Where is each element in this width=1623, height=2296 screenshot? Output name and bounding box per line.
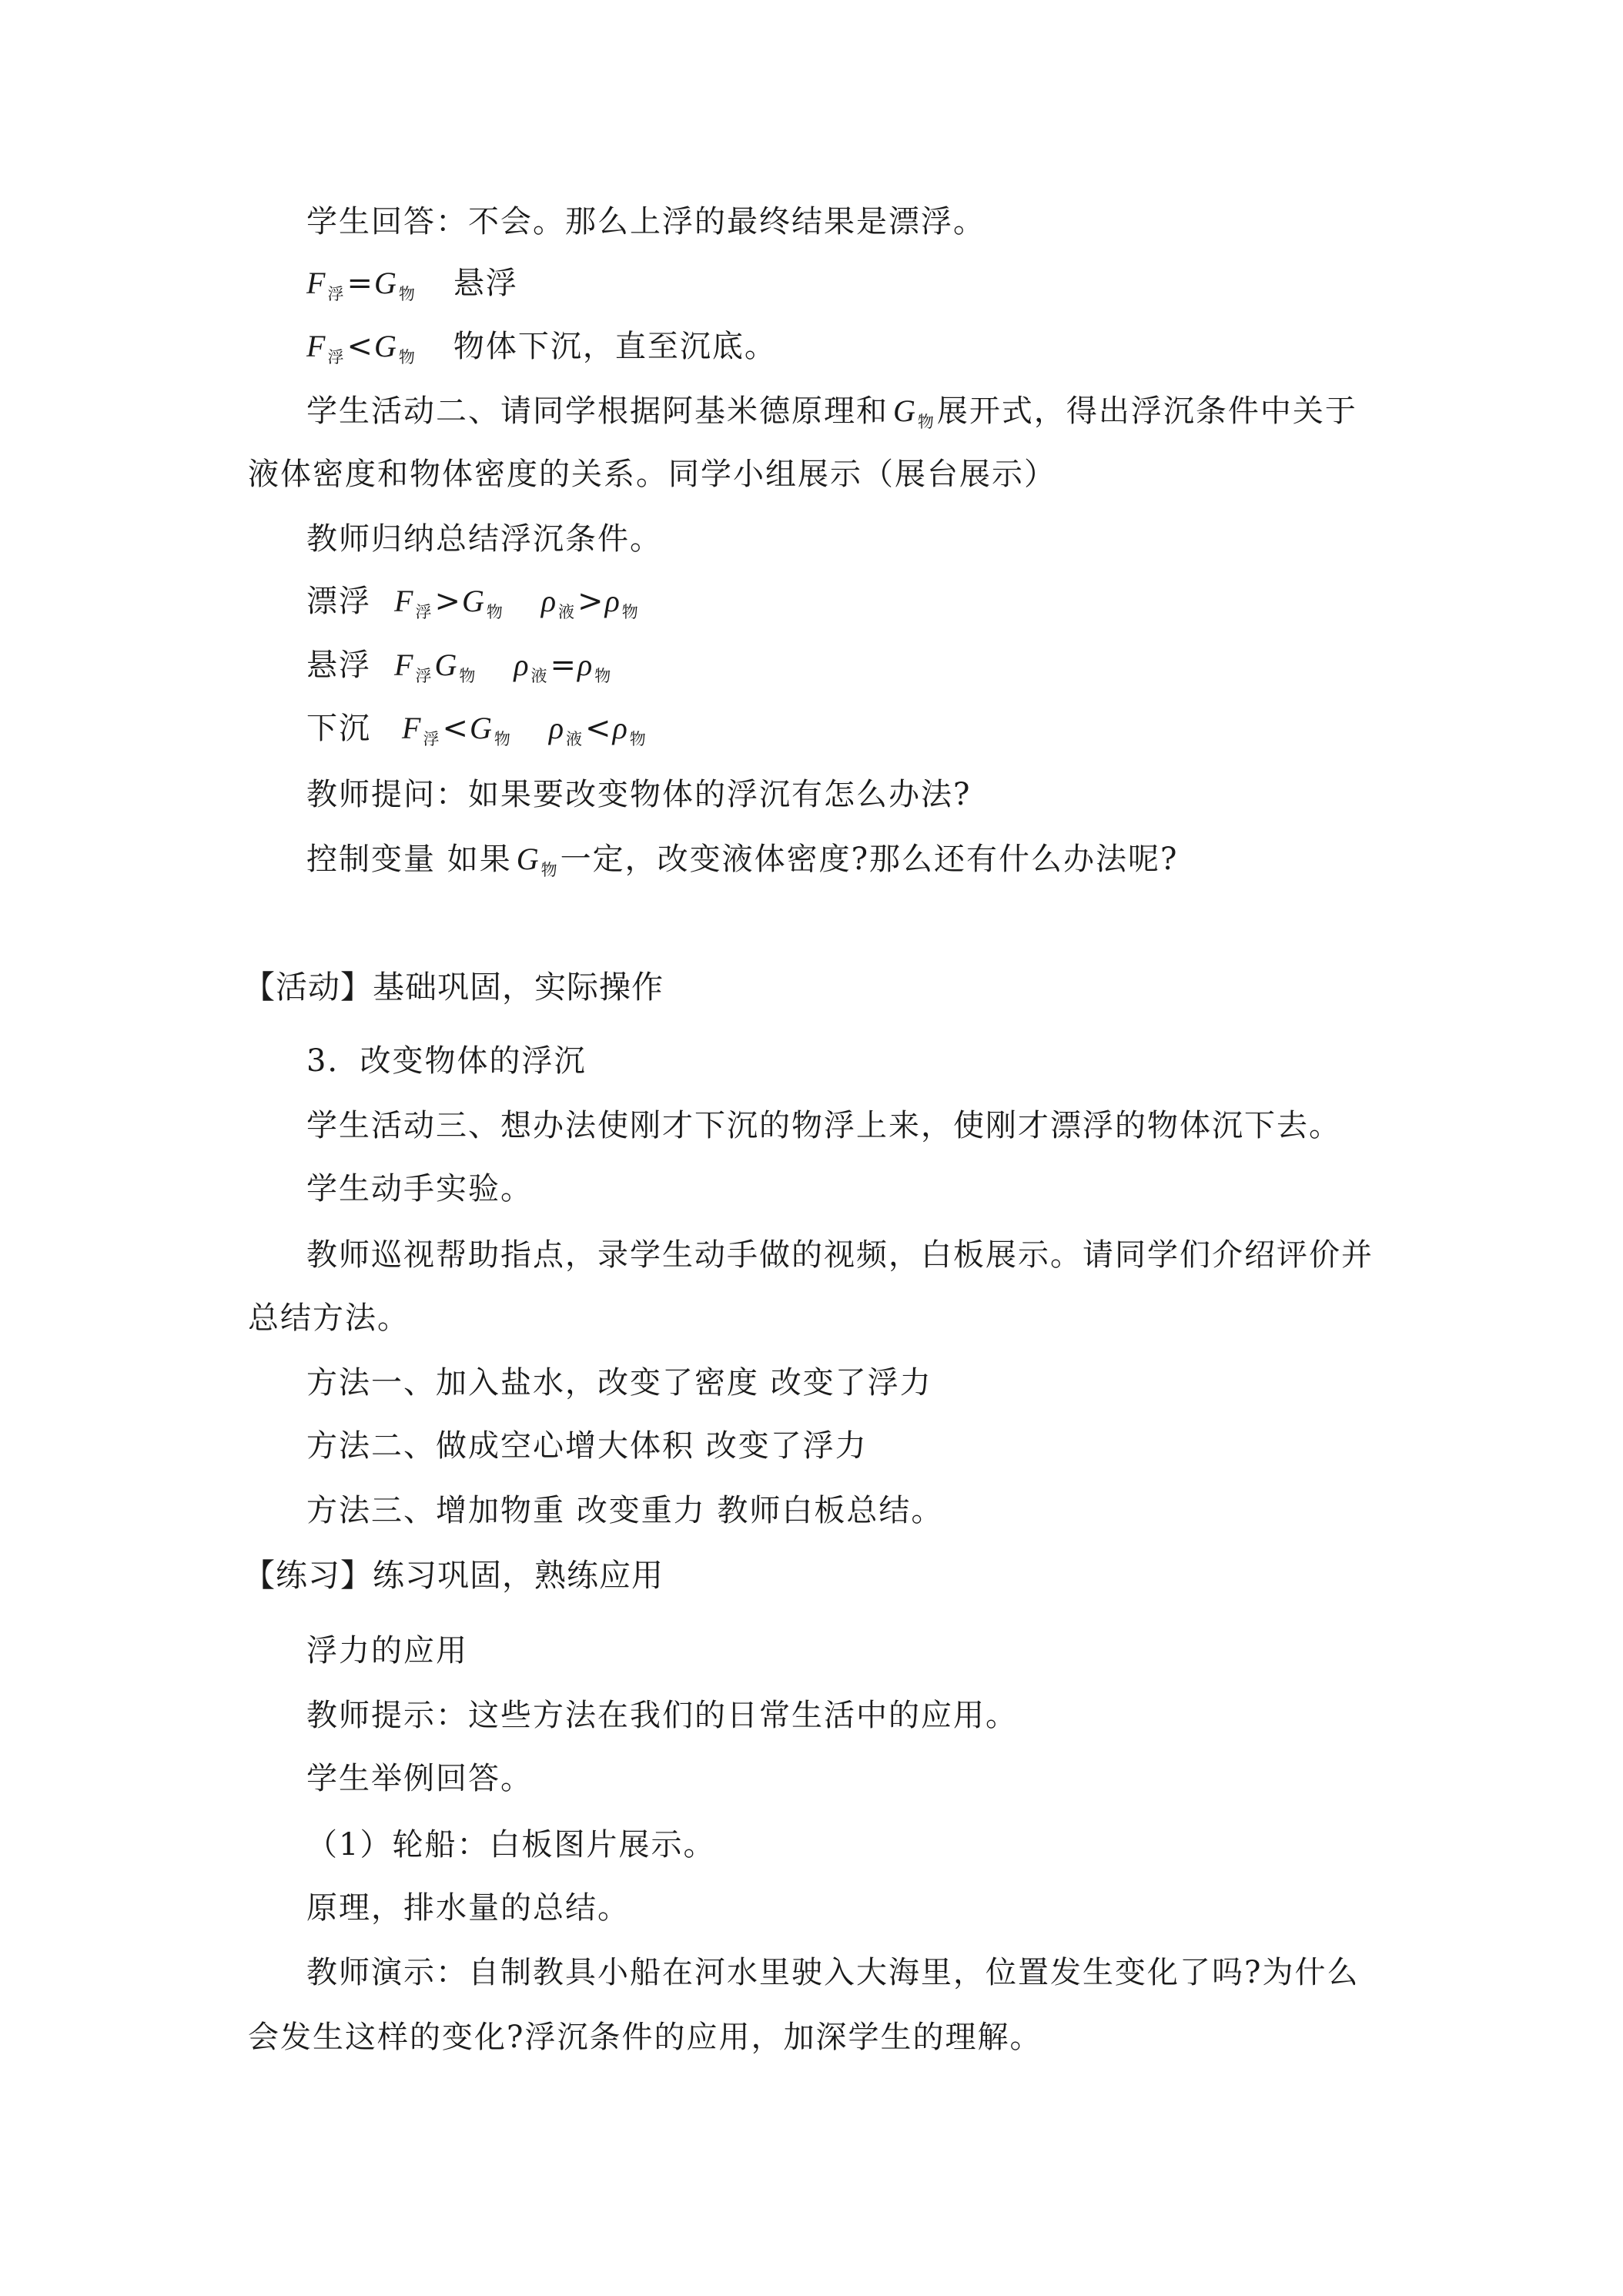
paragraph-teacher-demo-line2: 会发生这样的变化?浮沉条件的应用，加深学生的理解。 [248, 2020, 1042, 2055]
operator: > [577, 584, 605, 619]
section-heading-practice: 【练习】练习巩固，熟练应用 [243, 1557, 664, 1594]
symbol-rho: ρ [604, 584, 620, 618]
method-two: 方法二、做成空心增大体积 改变了浮力 [306, 1428, 868, 1464]
operator: = [346, 266, 374, 301]
subscript-fu: 浮 [415, 603, 432, 621]
symbol-g: G [434, 648, 457, 682]
subscript-wu: 物 [486, 603, 503, 621]
method-one: 方法一、加入盐水，改变了密度 改变了浮力 [306, 1365, 932, 1401]
operator: = [550, 648, 578, 683]
symbol-g: G [516, 842, 539, 876]
paragraph-activity-three: 学生活动三、想办法使刚才下沉的物浮上来，使刚才漂浮的物体沉下去。 [306, 1108, 1341, 1143]
paragraph-teacher-demo-line1: 教师演示：自制教具小船在河水里驶入大海里，位置发生变化了吗?为什么 [306, 1955, 1360, 1990]
paragraph-student-examples: 学生举例回答。 [306, 1761, 533, 1796]
subscript-fu: 浮 [415, 667, 432, 685]
text-segment: 学生活动二、请同学根据阿基米德原理和 [306, 393, 888, 429]
paragraph-control-variable [306, 839, 1179, 884]
subscript-wu: 物 [629, 730, 646, 748]
subscript-wu: 物 [540, 861, 557, 879]
subscript-fu: 浮 [423, 730, 440, 748]
subscript-fu: 浮 [327, 285, 344, 303]
symbol-g: G [893, 393, 915, 428]
condition-name: 悬浮 [306, 648, 371, 683]
section-heading-activity: 【活动】基础巩固，实际操作 [243, 969, 664, 1006]
paragraph-activity-two-line1 [306, 391, 1357, 436]
operator: < [585, 711, 613, 746]
paragraph-teacher-hint: 教师提示：这些方法在我们的日常生活中的应用。 [306, 1698, 1018, 1733]
text-segment: 一定，改变液体密度?那么还有什么办法呢? [560, 842, 1179, 877]
paragraph-buoyancy-application: 浮力的应用 [306, 1633, 468, 1668]
condition-suspend [306, 645, 614, 690]
symbol-f: F [394, 584, 413, 618]
symbol-rho: ρ [548, 711, 564, 745]
symbol-f: F [394, 648, 413, 682]
subscript-wu: 物 [398, 285, 415, 303]
symbol-f: F [306, 266, 326, 300]
paragraph-teacher-patrol-line1: 教师巡视帮助指点，录学生动手做的视频，白板展示。请同学们介绍评价并 [306, 1237, 1374, 1273]
symbol-rho: ρ [540, 584, 557, 618]
operator: > [434, 584, 462, 619]
operator: < [346, 329, 374, 364]
list-item-ship: （1）轮船：白板图片展示。 [306, 1827, 716, 1863]
operator: < [442, 711, 470, 746]
symbol-rho: ρ [514, 648, 529, 682]
subscript-ye: 液 [558, 603, 575, 621]
symbol-g: G [373, 266, 397, 300]
subscript-wu: 物 [594, 667, 611, 685]
condition-sink [306, 708, 649, 753]
equation-suspend [306, 263, 518, 308]
paragraph-teacher-summary: 教师归纳总结浮沉条件。 [306, 521, 662, 557]
subscript-wu: 物 [621, 603, 638, 621]
equation-description: 物体下沉，直至沉底。 [453, 329, 777, 364]
subscript-wu: 物 [917, 413, 934, 431]
symbol-f: F [402, 711, 421, 745]
text-segment: 控制变量 如果 [306, 842, 512, 877]
paragraph-student-answer: 学生回答：不会。那么上浮的最终结果是漂浮。 [306, 204, 986, 239]
equation-sink [306, 326, 777, 371]
condition-name: 下沉 [306, 711, 371, 746]
subscript-ye: 液 [566, 730, 583, 748]
symbol-f: F [306, 329, 326, 363]
condition-float [306, 581, 641, 626]
subscript-ye: 液 [530, 667, 547, 685]
paragraph-teacher-patrol-line2: 总结方法。 [248, 1300, 410, 1336]
method-three: 方法三、增加物重 改变重力 教师白板总结。 [306, 1493, 944, 1528]
paragraph-student-experiment: 学生动手实验。 [306, 1171, 533, 1207]
symbol-g: G [461, 584, 484, 618]
paragraph-activity-two-line2: 液体密度和物体密度的关系。同学小组展示（展台展示） [248, 457, 1056, 492]
subscript-fu: 浮 [327, 348, 344, 366]
equation-description: 悬浮 [453, 266, 518, 301]
symbol-rho: ρ [577, 648, 593, 682]
paragraph-teacher-question: 教师提问：如果要改变物体的浮沉有怎么办法? [306, 777, 972, 812]
list-item-3: 3．改变物体的浮沉 [306, 1043, 587, 1079]
symbol-g: G [469, 711, 492, 745]
symbol-rho: ρ [612, 711, 627, 745]
condition-name: 漂浮 [306, 584, 371, 619]
text-segment: 展开式，得出浮沉条件中关于 [936, 393, 1357, 429]
symbol-g: G [373, 329, 397, 363]
subscript-wu: 物 [398, 348, 415, 366]
paragraph-principle: 原理，排水量的总结。 [306, 1890, 630, 1926]
subscript-wu: 物 [459, 667, 476, 685]
subscript-wu: 物 [494, 730, 510, 748]
